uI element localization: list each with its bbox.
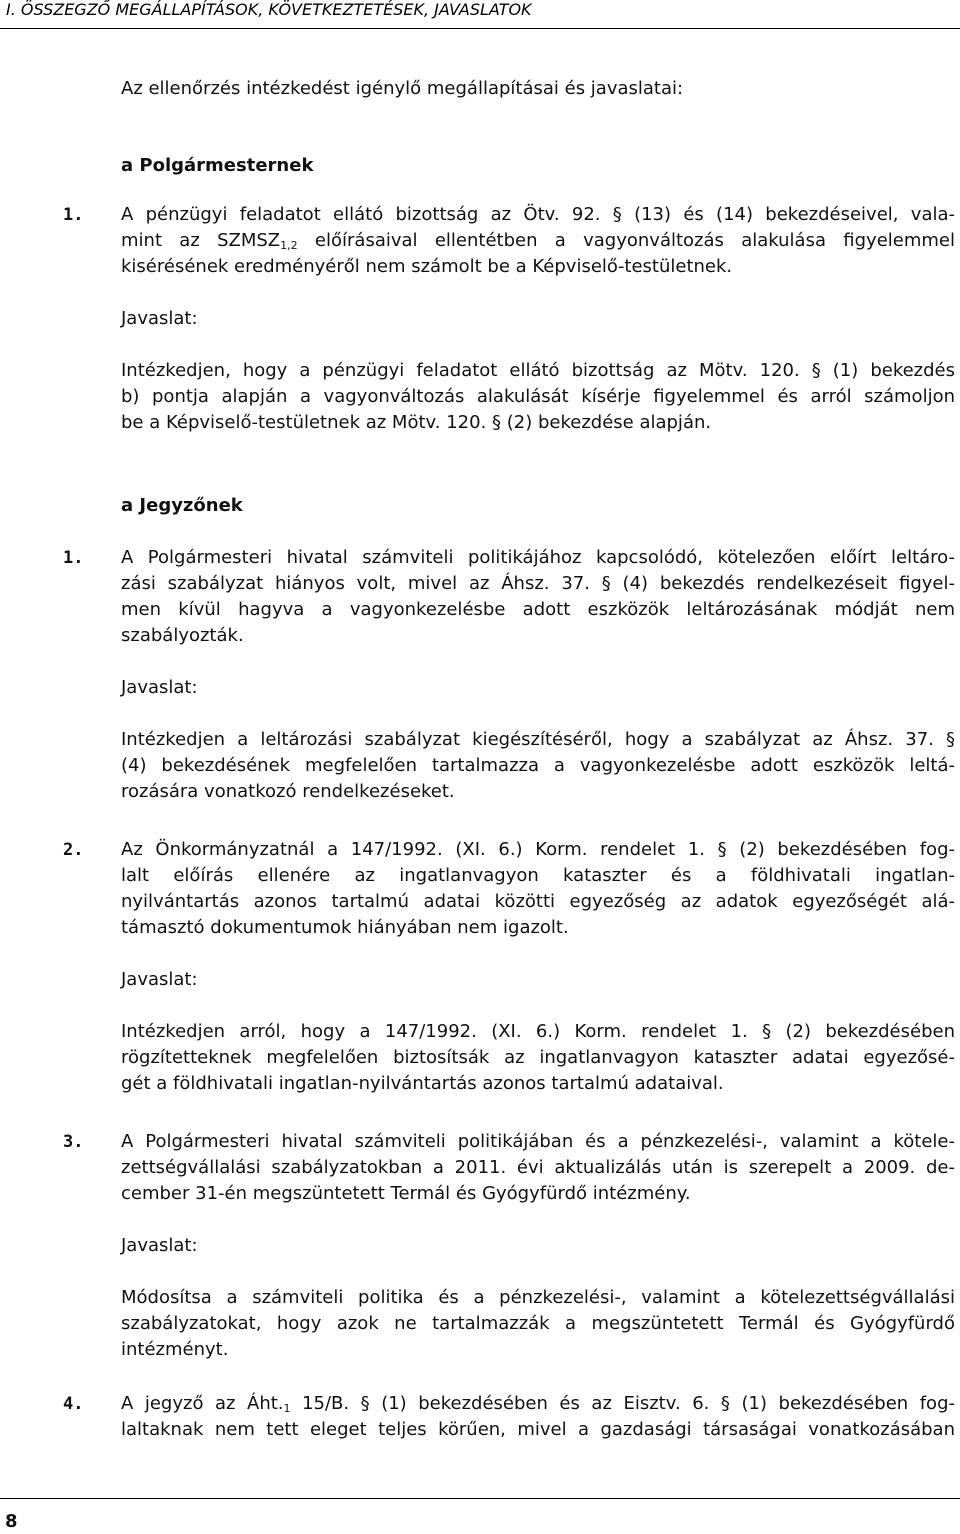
suggestion-line: gét a földhivatali ingatlan-nyilvántartás azonos tartalmú adataival. — [121, 1073, 724, 1094]
javaslat-label: Javaslat: — [121, 969, 198, 990]
item-number: 1. — [63, 548, 84, 568]
footer-rule — [0, 1498, 960, 1499]
finding-line: cember 31-én megszüntetett Termál és Gyógyfürdő intézmény. — [121, 1183, 691, 1204]
suggestion-line: rögzítetteknek megfelelően biztosítsák az ingatlanvagyon kataszter adatai egyezősé- — [121, 1047, 955, 1068]
suggestion-line: szabályzatokat, hogy azok ne tartalmazzák a megszüntetett Termál és Gyógyfürdő — [121, 1313, 955, 1334]
item-number: 2. — [63, 840, 84, 860]
finding-line: men kívül hagyva a vagyonkezelésbe adott eszközök leltározásának módját nem — [121, 599, 955, 620]
finding-line: A Polgármesteri hivatal számviteli politikájához kapcsolódó, kötelezően előírt leltáro- — [121, 547, 955, 568]
finding-line: nyilvántartás azonos tartalmú adatai közötti egyezőség az adatok egyezőségét alá- — [121, 891, 955, 912]
item-number: 1. — [63, 205, 84, 225]
finding-line: A pénzügyi feladatot ellátó bizottság az Ötv. 92. § (13) és (14) bekezdéseivel, vala- — [121, 204, 955, 225]
suggestion-line: Intézkedjen arról, hogy a 147/1992. (XI. 6.) Korm. rendelet 1. § (2) bekezdésében — [121, 1021, 955, 1042]
suggestion-line: Intézkedjen, hogy a pénzügyi feladatot ellátó bizottság az Mötv. 120. § (1) bekezdés — [121, 360, 955, 381]
running-header: I. ÖSSZEGZŐ MEGÁLLAPÍTÁSOK, KÖVETKEZTETÉSEK, JAVASLATOK — [6, 0, 532, 19]
suggestion-line: (4) bekezdésének megfelelően tartalmazza a vagyonkezelésbe adott eszközök leltá- — [121, 755, 955, 776]
finding-line: támasztó dokumentumok hiányában nem igazolt. — [121, 917, 569, 938]
finding-line: kisérésének eredményéről nem számolt be a Képviselő-testületnek. — [121, 256, 733, 277]
header-rule — [0, 28, 960, 29]
javaslat-label: Javaslat: — [121, 308, 198, 329]
item-number: 4. — [63, 1394, 84, 1414]
section-title-polgarmester: a Polgármesternek — [121, 155, 314, 176]
suggestion-line: intézményt. — [121, 1339, 229, 1360]
finding-line: mint az $SZMSZ_{1,2}$ előírásaival ellentétben a vagyonváltozás alakulása figyelemmel — [121, 230, 955, 252]
javaslat-label: Javaslat: — [121, 677, 198, 698]
finding-line: szabályozták. — [121, 625, 244, 646]
finding-line: Az Önkormányzatnál a 147/1992. (XI. 6.) Korm. rendelet 1. § (2) bekezdésében fog- — [121, 839, 955, 860]
finding-line: A Polgármesteri hivatal számviteli politikájában és a pénzkezelési-, valamint a kötele- — [121, 1131, 955, 1152]
suggestion-line: Módosítsa a számviteli politika és a pénzkezelési-, valamint a kötelezettségvállalási — [121, 1287, 955, 1308]
item-number: 3. — [63, 1132, 84, 1152]
suggestion-line: b) pontja alapján a vagyonváltozás alakulását kísérje figyelemmel és arról számoljon — [121, 386, 955, 407]
intro-text: Az ellenőrzés intézkedést igénylő megállapításai és javaslatai: — [121, 78, 684, 99]
suggestion-line: be a Képviselő-testületnek az Mötv. 120. § (2) bekezdése alapján. — [121, 412, 712, 433]
suggestion-line: Intézkedjen a leltározási szabályzat kiegészítéséről, hogy a szabályzat az Áhsz. 37. § — [121, 729, 955, 750]
finding-line: laltaknak nem tett eleget teljes körűen, mivel a gazdasági társaságai vonatkozásában — [121, 1419, 955, 1440]
suggestion-line: rozására vonatkozó rendelkezéseket. — [121, 781, 455, 802]
section-title-jegyzo: a Jegyzőnek — [121, 495, 243, 516]
page-number: 8 — [5, 1511, 18, 1532]
finding-line: A jegyző az $Áht._1$ 15/B. § (1) bekezdésében és az Eisztv. 6. § (1) bekezdésében fog- — [121, 1393, 955, 1415]
finding-line: zettségvállalási szabályzatokban a 2011. évi aktualizálás után is szerepelt a 2009. de- — [121, 1157, 955, 1178]
finding-line: zási szabályzat hiányos volt, mivel az Áhsz. 37. § (4) bekezdés rendelkezéseit figyel- — [121, 573, 955, 594]
javaslat-label: Javaslat: — [121, 1235, 198, 1256]
finding-line: lalt előírás ellenére az ingatlanvagyon kataszter és a földhivatali ingatlan- — [121, 865, 955, 886]
